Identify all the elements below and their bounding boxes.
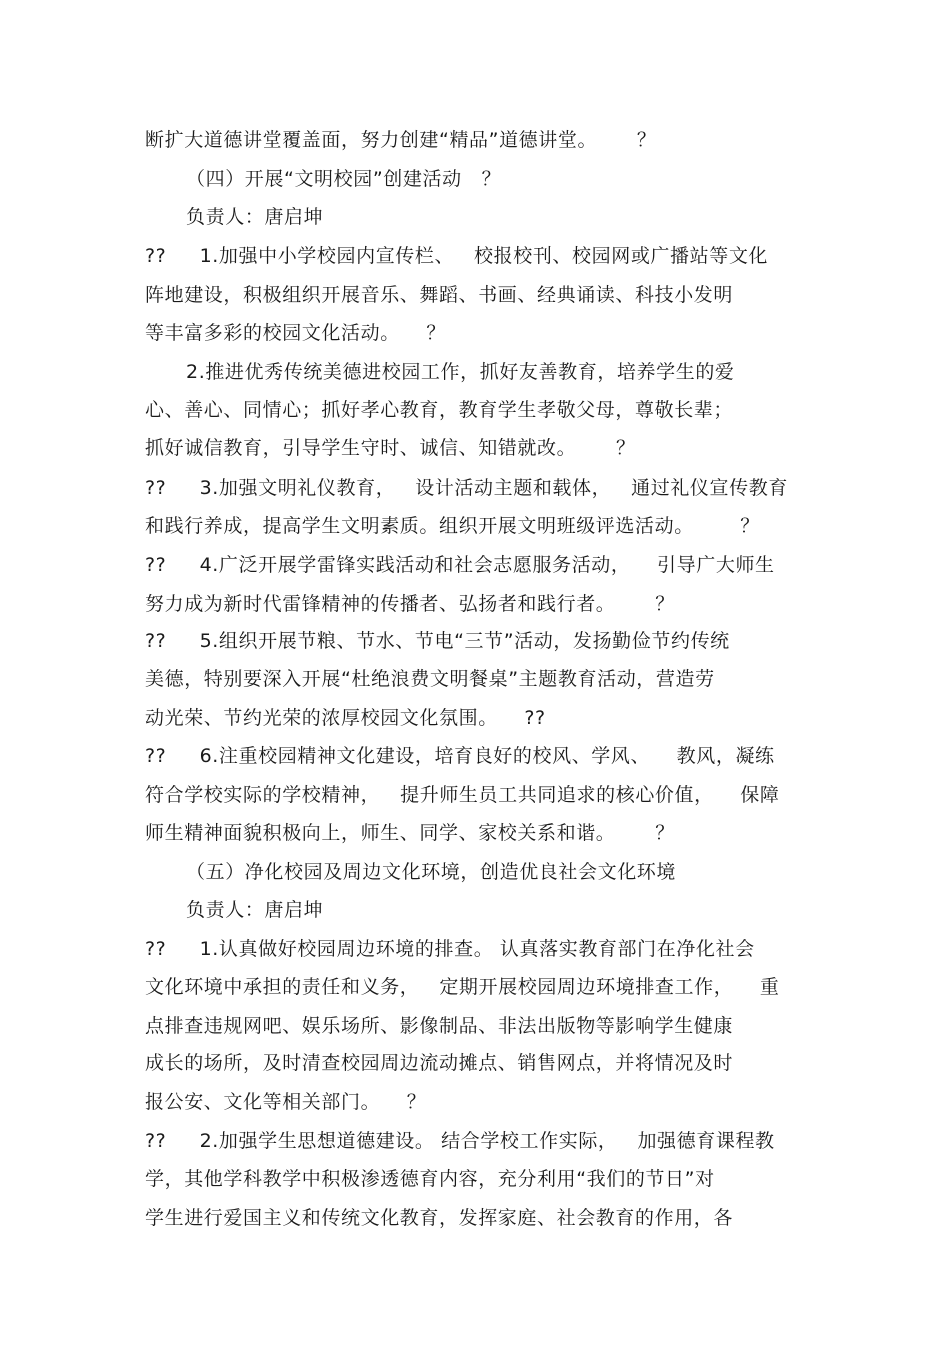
section-heading: （五）净化校园及周边文化环境，创造优良社会文化环境 xyxy=(186,861,677,883)
text-line: 等丰富多彩的校园文化活动。 ？ xyxy=(145,322,446,344)
section-heading: （四）开展“文明校园”创建活动 ？ xyxy=(186,168,502,190)
text-line: 点排查违规网吧、娱乐场所、影像制品、非法出版物等影响学生健康 xyxy=(145,1015,734,1037)
text-line: 符合学校实际的学校精神， 提升师生员工共同追求的核心价值， 保障 xyxy=(145,784,780,806)
text-line: 学生进行爱国主义和传统文化教育，发挥家庭、社会教育的作用，各 xyxy=(145,1207,734,1229)
text-line: ?? 2.加强学生思想道德建设。 结合学校工作实际， 加强德育课程教 xyxy=(145,1130,775,1152)
responsible-person: 负责人：唐启坤 xyxy=(186,206,324,228)
text-line: 和践行养成，提高学生文明素质。组织开展文明班级评选活动。 ？ xyxy=(145,515,760,537)
text-line: ?? 5.组织开展节粮、节水、节电“三节”活动，发扬勤俭节约传统 xyxy=(145,630,730,652)
text-line: ?? 1.认真做好校园周边环境的排查。 认真落实教育部门在净化社会 xyxy=(145,938,755,960)
text-line: 师生精神面貌积极向上，师生、同学、家校关系和谐。 ？ xyxy=(145,822,675,844)
text-line: 抓好诚信教育，引导学生守时、诚信、知错就改。 ？ xyxy=(145,437,636,459)
text-line: 动光荣、节约光荣的浓厚校园文化氛围。 ?? xyxy=(145,707,546,729)
text-line: 阵地建设，积极组织开展音乐、舞蹈、书画、经典诵读、科技小发明 xyxy=(145,284,734,306)
text-line: ?? 4.广泛开展学雷锋实践活动和社会志愿服务活动， 引导广大师生 xyxy=(145,554,775,576)
text-line: 断扩大道德讲堂覆盖面，努力创建“精品”道德讲堂。 ？ xyxy=(145,129,657,151)
text-line: 美德，特别要深入开展“杜绝浪费文明餐桌”主题教育活动，营造劳 xyxy=(145,668,715,690)
text-line: 努力成为新时代雷锋精神的传播者、弘扬者和践行者。 ？ xyxy=(145,593,675,615)
responsible-person: 负责人：唐启坤 xyxy=(186,899,324,921)
text-line: ?? 6.注重校园精神文化建设，培育良好的校风、学风、 教风，凝练 xyxy=(145,745,775,767)
text-line: 2.推进优秀传统美德进校园工作，抓好友善教育，培养学生的爱 xyxy=(186,361,735,383)
text-line: 心、善心、同情心；抓好孝心教育，教育学生孝敬父母，尊敬长辈； xyxy=(145,399,734,421)
text-line: 文化环境中承担的责任和义务， 定期开展校园周边环境排查工作， 重 xyxy=(145,976,780,998)
text-line: 报公安、文化等相关部门。 ？ xyxy=(145,1091,427,1113)
text-line: ?? 1.加强中小学校园内宣传栏、 校报校刊、校园网或广播站等文化 xyxy=(145,245,769,267)
text-line: ?? 3.加强文明礼仪教育， 设计活动主题和载体， 通过礼仪宣传教育 xyxy=(145,477,788,499)
text-line: 成长的场所，及时清查校园周边流动摊点、销售网点，并将情况及时 xyxy=(145,1052,734,1074)
text-line: 学，其他学科教学中积极渗透德育内容，充分利用“我们的节日”对 xyxy=(145,1168,715,1190)
